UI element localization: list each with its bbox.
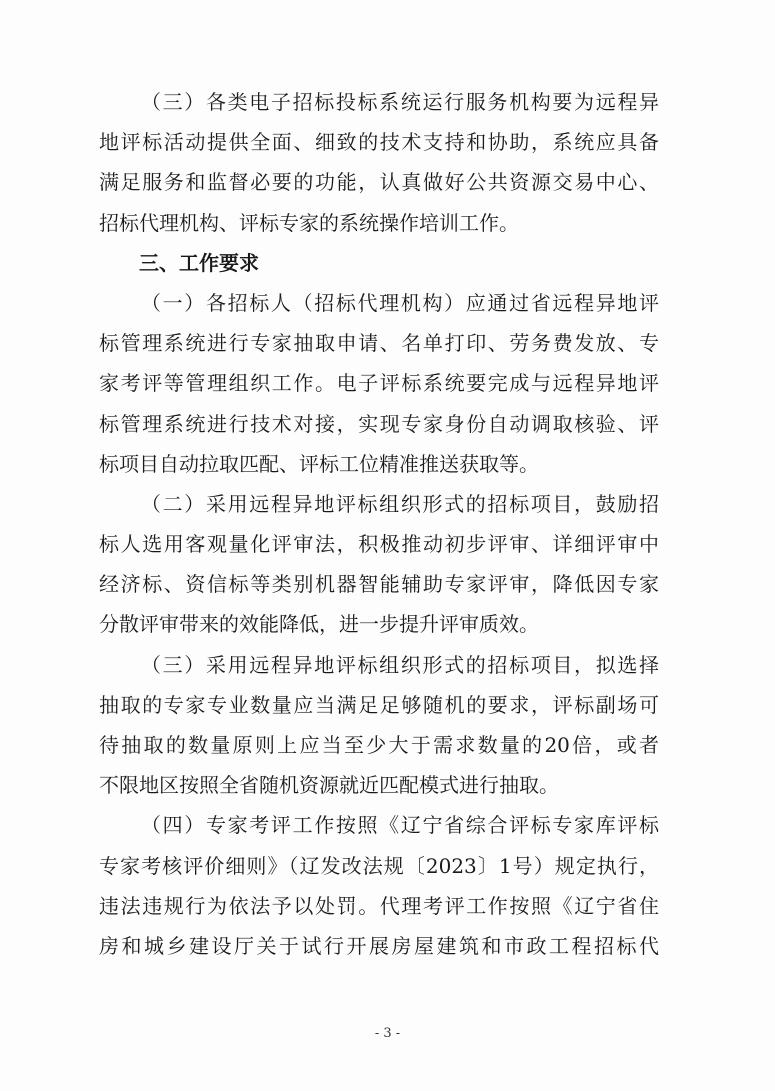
paragraph-line: 招标代理机构、评标专家的系统操作培训工作。 — [99, 210, 519, 235]
paragraph-line: （一）各招标人（招标代理机构）应通过省远程异地评 — [141, 290, 659, 315]
paragraph-line: 满足服务和监督必要的功能，认真做好公共资源交易中心、 — [99, 170, 659, 195]
paragraph-line: 标项目自动拉取匹配、评标工位精准推送获取等。 — [99, 451, 539, 476]
paragraph-line: 待抽取的数量原则上应当至少大于需求数量的20倍，或者 — [99, 733, 659, 757]
paragraph-line: 房和城乡建设厅关于试行开展房屋建筑和市政工程招标代 — [99, 933, 659, 958]
paragraph-line: 不限地区按照全省随机资源就近匹配模式进行抽取。 — [99, 773, 559, 798]
paragraph-line: 抽取的专家专业数量应当满足足够随机的要求，评标副场可 — [99, 692, 659, 717]
paragraph-line: 分散评审带来的效能降低，进一步提升评审质效。 — [99, 612, 539, 637]
paragraph-line: 标管理系统进行专家抽取申请、名单打印、劳务费发放、专 — [99, 331, 659, 356]
paragraph-requirement-3 — [99, 645, 659, 806]
paragraph-line: 标管理系统进行技术对接，实现专家身份自动调取核验、评 — [99, 411, 659, 436]
paragraph-line: （三）各类电子招标投标系统运行服务机构要为远程异 — [141, 90, 659, 114]
paragraph-system-service — [99, 82, 659, 243]
paragraph-requirement-4 — [99, 805, 659, 966]
paragraph-requirement-2 — [99, 484, 659, 645]
paragraph-line: 经济标、资信标等类别机器智能辅助专家评审，降低因专家 — [99, 572, 659, 597]
document-body — [99, 82, 659, 966]
paragraph-requirement-1 — [99, 283, 659, 484]
page-number: - 3 - — [374, 1026, 401, 1041]
section-heading-work-requirements: 三、工作要求 — [139, 250, 259, 275]
paragraph-line: 标人选用客观量化评审法，积极推动初步评审、详细评审中 — [99, 532, 659, 557]
paragraph-line: 专家考核评价细则》（辽发改法规〔2023〕1号）规定执行， — [99, 853, 659, 878]
paragraph-line: （三）采用远程异地评标组织形式的招标项目，拟选择 — [141, 652, 659, 677]
paragraph-line: （四）专家考评工作按照《辽宁省综合评标专家库评标 — [141, 813, 659, 838]
paragraph-line: 违法违规行为依法予以处罚。代理考评工作按照《辽宁省住 — [99, 893, 659, 918]
paragraph-line: 家考评等管理组织工作。电子评标系统要完成与远程异地评 — [99, 371, 659, 396]
paragraph-line: （二）采用远程异地评标组织形式的招标项目，鼓励招 — [141, 491, 659, 516]
paragraph-line: 地评标活动提供全面、细致的技术支持和协助，系统应具备 — [99, 130, 659, 155]
